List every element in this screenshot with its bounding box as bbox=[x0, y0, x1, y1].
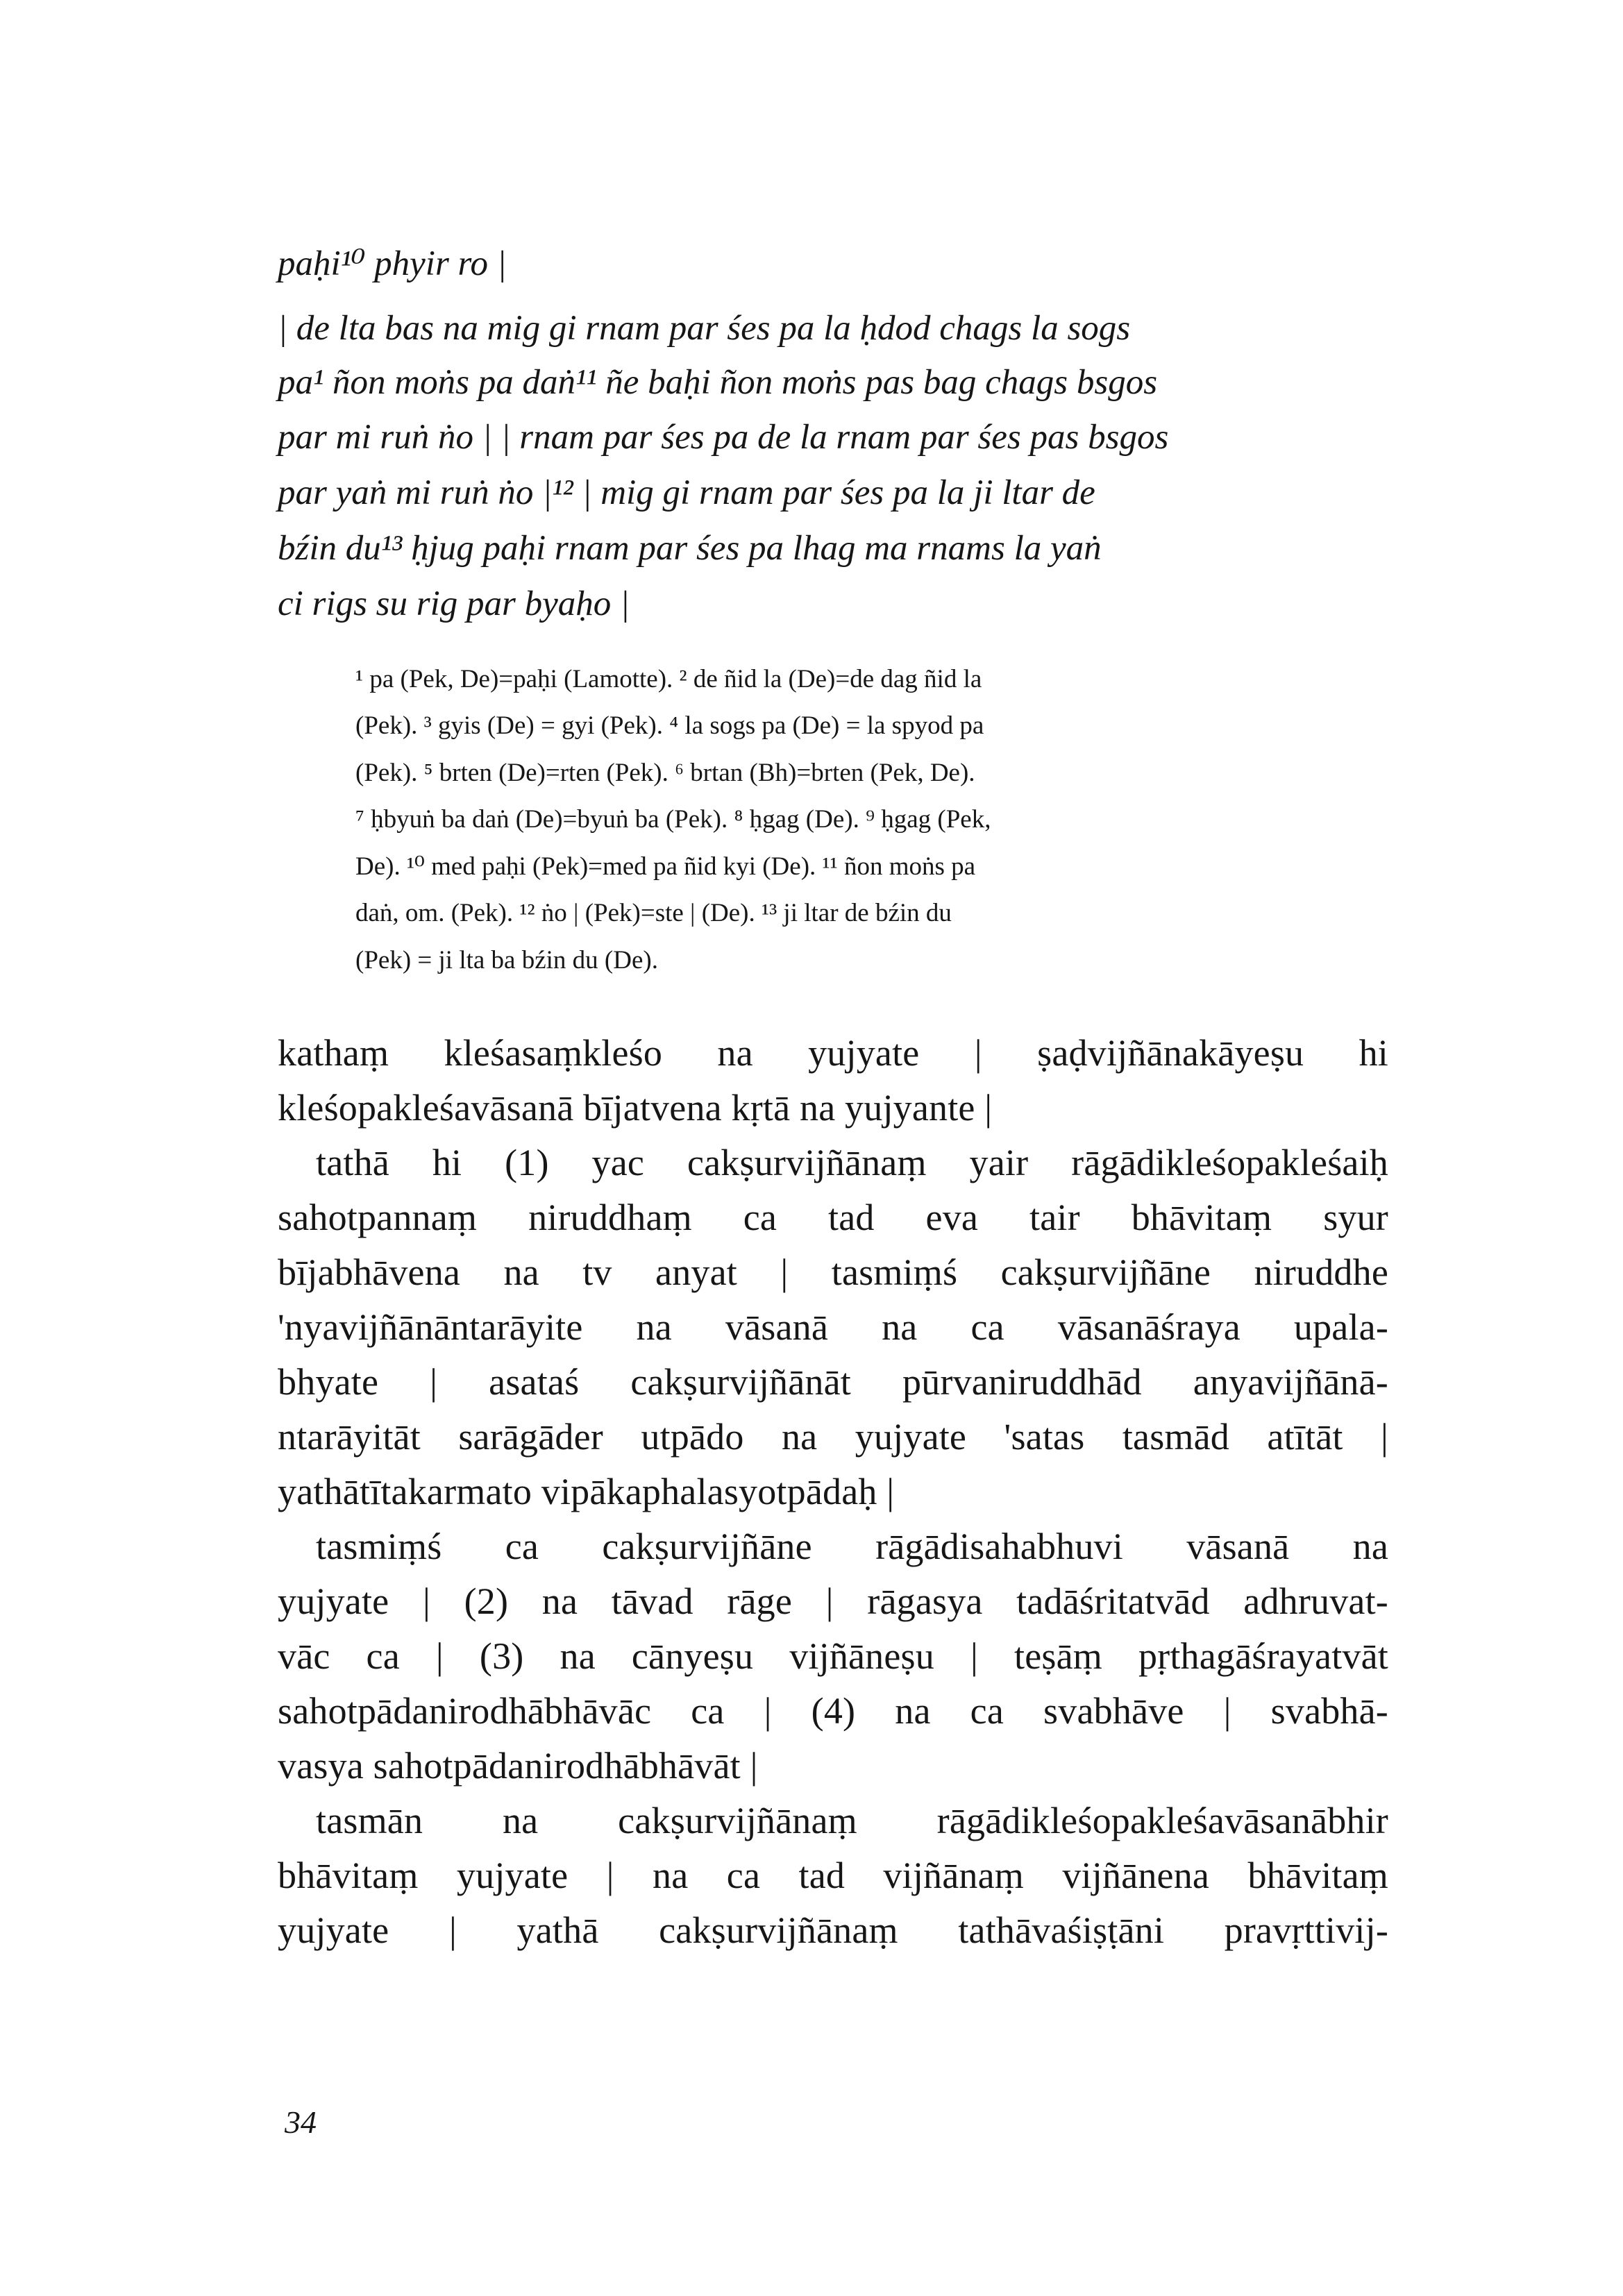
tibetan-line: par mi ruṅ ṅo | | rnam par śes pa de la rnam par śes pas bsgos bbox=[278, 418, 1169, 457]
sanskrit-line: yujyate | (2) na tāvad rāge | rāgasya tadāśritatvād adhruvat- bbox=[278, 1580, 1388, 1622]
sanskrit-line: yujyate | yathā cakṣurvijñānaṃ tathāvaśiṣṭāni pravṛttivij- bbox=[278, 1909, 1388, 1951]
sanskrit-line: 'nyavijñānāntarāyite na vāsanā na ca vāsanāśraya upala- bbox=[278, 1306, 1388, 1348]
sanskrit-line: bhyate | asataś cakṣurvijñānāt pūrvaniruddhād anyavijñānā- bbox=[278, 1361, 1388, 1403]
sanskrit-line: sahotpādanirodhābhāvāc ca | (4) na ca svabhāve | svabhā- bbox=[278, 1690, 1388, 1732]
tibetan-line: ci rigs su rig par byaḥo | bbox=[278, 584, 630, 623]
tibetan-line: par yaṅ mi ruṅ ṅo |¹² | mig gi rnam par śes pa la ji ltar de bbox=[278, 473, 1095, 512]
tibetan-line: bźin du¹³ ḥjug paḥi rnam par śes pa lhag ma rnams la yaṅ bbox=[278, 529, 1102, 568]
sanskrit-line: vāc ca | (3) na cānyeṣu vijñāneṣu | teṣāṃ pṛthagāśrayatvāt bbox=[278, 1635, 1388, 1677]
sanskrit-line: bījabhāvena na tv anyat | tasmiṃś cakṣurvijñāne niruddhe bbox=[278, 1251, 1388, 1293]
sanskrit-line: yathātītakarmato vipākaphalasyotpādaḥ | bbox=[278, 1471, 895, 1512]
footnote-line: (Pek) = ji lta ba bźin du (De). bbox=[355, 946, 658, 974]
tibetan-line: | de lta bas na mig gi rnam par śes pa la ḥdod chags la sogs bbox=[278, 309, 1131, 348]
tibetan-line: paḥi¹⁰ phyir ro | bbox=[278, 244, 507, 283]
sanskrit-line: tathā hi (1) yac cakṣurvijñānaṃ yair rāgādikleśopakleśaiḥ bbox=[316, 1142, 1388, 1183]
sanskrit-line: kleśopakleśavāsanā bījatvena kṛtā na yujyante | bbox=[278, 1087, 993, 1129]
sanskrit-line: vasya sahotpādanirodhābhāvāt | bbox=[278, 1745, 758, 1787]
page-number: 34 bbox=[285, 2104, 317, 2140]
sanskrit-line: bhāvitaṃ yujyate | na ca tad vijñānaṃ vijñānena bhāvitaṃ bbox=[278, 1855, 1388, 1896]
sanskrit-line: sahotpannaṃ niruddhaṃ ca tad eva tair bhāvitaṃ syur bbox=[278, 1197, 1388, 1238]
footnote-line: ¹ pa (Pek, De)=paḥi (Lamotte). ² de ñid la (De)=de dag ñid la bbox=[355, 665, 982, 693]
footnote-line: (Pek). ³ gyis (De) = gyi (Pek). ⁴ la sogs pa (De) = la spyod pa bbox=[355, 711, 984, 740]
footnote-line: De). ¹⁰ med paḥi (Pek)=med pa ñid kyi (De). ¹¹ ñon moṅs pa bbox=[355, 852, 976, 881]
sanskrit-line: tasmān na cakṣurvijñānaṃ rāgādikleśopakleśavāsanābhir bbox=[316, 1800, 1388, 1841]
footnote-line: daṅ, om. (Pek). ¹² ṅo | (Pek)=ste | (De). ¹³ ji ltar de bźin du bbox=[355, 899, 952, 927]
tibetan-line: pa¹ ñon moṅs pa daṅ¹¹ ñe baḥi ñon moṅs pas bag chags bsgos bbox=[278, 363, 1158, 402]
footnote-line: ⁷ ḥbyuṅ ba daṅ (De)=byuṅ ba (Pek). ⁸ ḥgag (De). ⁹ ḥgag (Pek, bbox=[355, 805, 991, 834]
sanskrit-line: tasmiṃś ca cakṣurvijñāne rāgādisahabhuvi vāsanā na bbox=[316, 1526, 1388, 1567]
footnote-line: (Pek). ⁵ brten (De)=rten (Pek). ⁶ brtan (Bh)=brten (Pek, De). bbox=[355, 759, 975, 787]
sanskrit-line: kathaṃ kleśasaṃkleśo na yujyate | ṣaḍvijñānakāyeṣu hi bbox=[278, 1032, 1388, 1074]
sanskrit-line: ntarāyitāt sarāgāder utpādo na yujyate 'satas tasmād atītāt | bbox=[278, 1416, 1388, 1458]
